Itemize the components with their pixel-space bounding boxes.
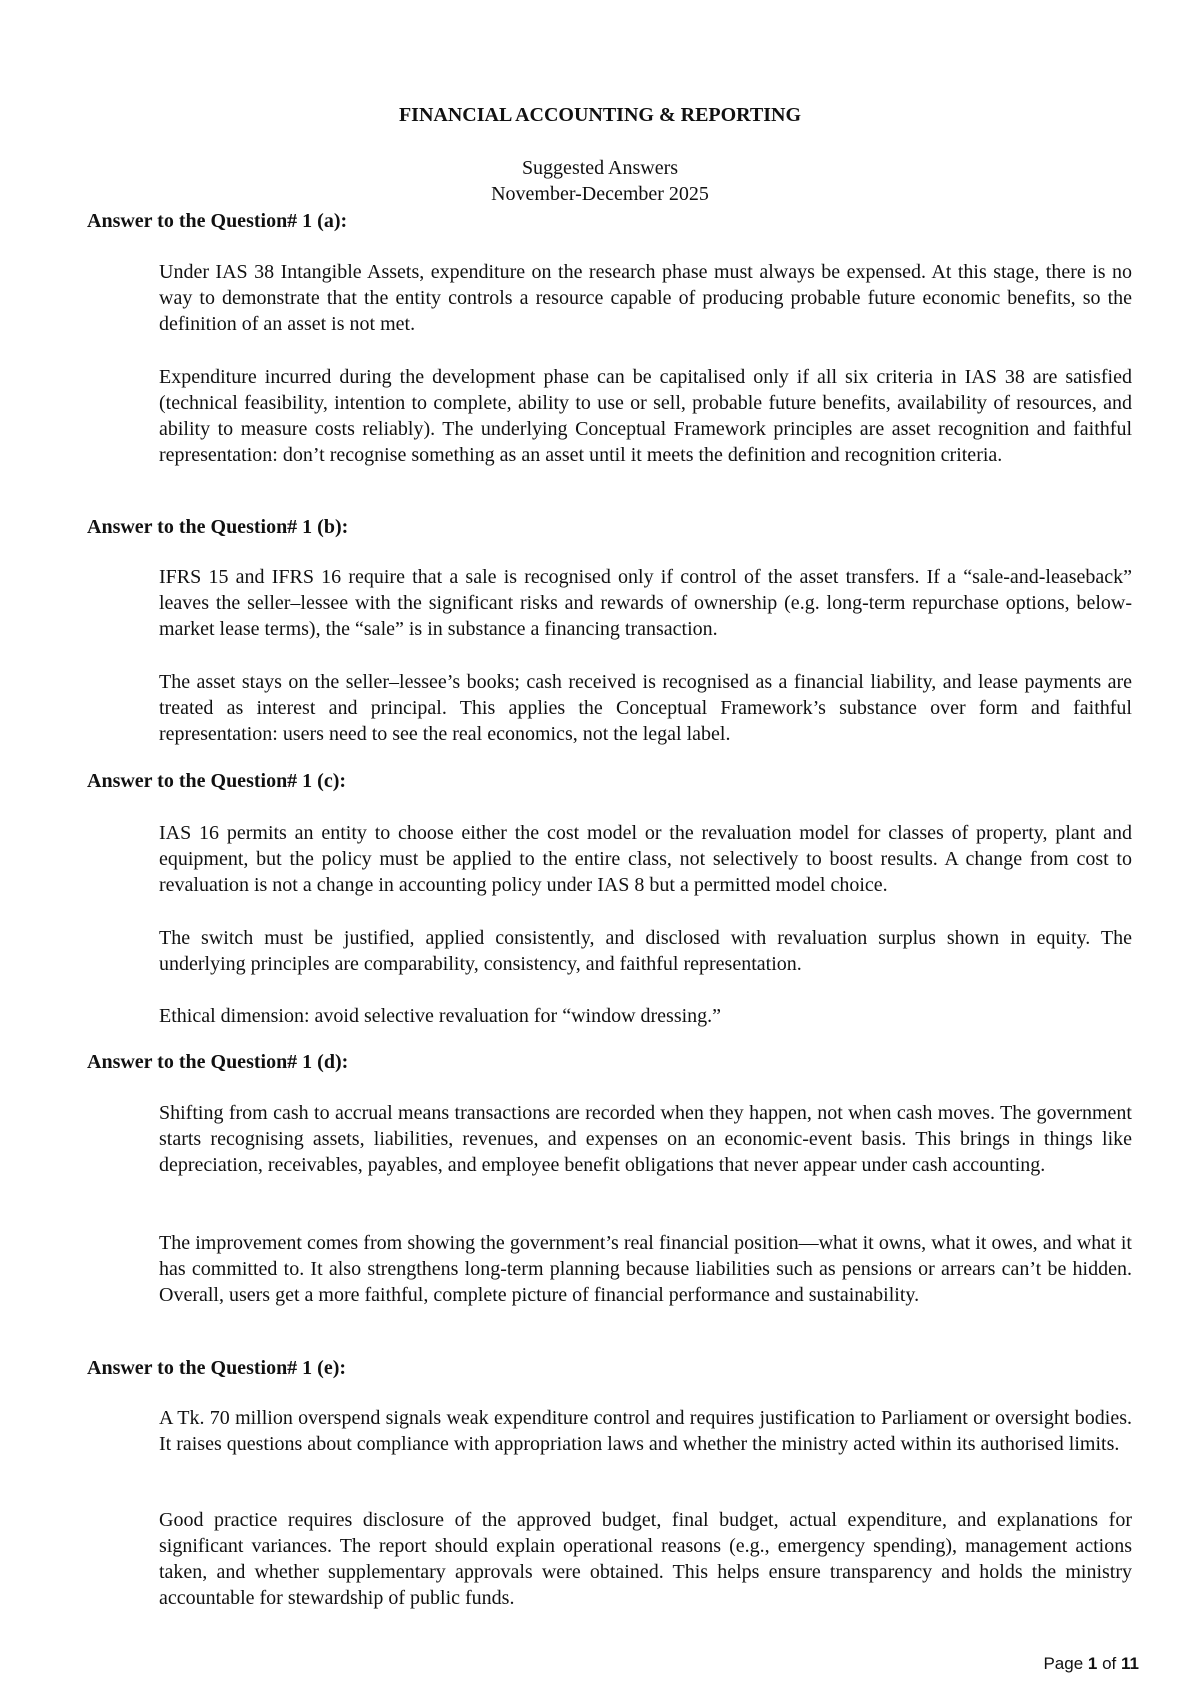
paragraph: IFRS 15 and IFRS 16 require that a sale is recognised only if control of the asset transfers. If a “sale-and-leaseback” leaves the seller–lessee with the significant risks and rewards of ownership (e.g. long-term repurchase options, below-market lease terms), the “sale” is in substance a financing transaction. <box>159 566 1132 640</box>
paragraph: The improvement comes from showing the government’s real financial position—what it owns, what it owes, and what it has committed to. It also strengthens long-term planning because liabilities such as pensions or arrears can’t be hidden. Overall, users get a more faithful, complete picture of financial performance and sustainability. <box>159 1232 1132 1306</box>
document-date: November-December 2025 <box>491 183 709 205</box>
section-heading-1d: Answer to the Question# 1 (d): <box>87 1051 349 1073</box>
section-heading-1b: Answer to the Question# 1 (b): <box>87 516 349 538</box>
document-subtitle: Suggested Answers <box>521 157 679 179</box>
section-heading-1a: Answer to the Question# 1 (a): <box>87 210 348 232</box>
section-heading-1e: Answer to the Question# 1 (e): <box>87 1357 347 1379</box>
paragraph: The asset stays on the seller–lessee’s books; cash received is recognised as a financial liability, and lease payments are treated as interest and principal. This applies the Conceptual Framework’s substance over form and faithful representation: users need to see the real economics, not the legal label. <box>159 671 1132 745</box>
paragraph: The switch must be justified, applied consistently, and disclosed with revaluation surplus shown in equity. The underlying principles are comparability, consistency, and faithful representation. <box>159 927 1132 975</box>
page-footer <box>1043 1654 1139 1674</box>
section-heading-1c: Answer to the Question# 1 (c): <box>87 770 347 792</box>
paragraph: IAS 16 permits an entity to choose either the cost model or the revaluation model for classes of property, plant and equipment, but the policy must be applied to the entire class, not selectively to boost results. A change from cost to revaluation is not a change in accounting policy under IAS 8 but a permitted model choice. <box>159 822 1132 896</box>
paragraph: Expenditure incurred during the development phase can be capitalised only if all six criteria in IAS 38 are satisfied (technical feasibility, intention to complete, ability to use or sell, probable future benefits, availability of resources, and ability to measure costs reliably). The underlying Conceptual Framework principles are asset recognition and faithful representation: don’t recognise something as an asset until it meets the definition and recognition criteria. <box>159 366 1132 466</box>
page-label: Page <box>1043 1654 1084 1673</box>
total-pages: 11 <box>1121 1654 1139 1673</box>
of-label: of <box>1102 1654 1117 1673</box>
page-number: 1 <box>1087 1654 1098 1673</box>
paragraph: Shifting from cash to accrual means transactions are recorded when they happen, not when cash moves. The government starts recognising assets, liabilities, revenues, and expenses on an economic-event basis. This brings in things like depreciation, receivables, payables, and employee benefit obligations that never appear under cash accounting. <box>159 1102 1132 1176</box>
paragraph: Ethical dimension: avoid selective revaluation for “window dressing.” <box>159 1005 722 1027</box>
document-title: FINANCIAL ACCOUNTING & REPORTING <box>398 104 802 126</box>
paragraph: Good practice requires disclosure of the approved budget, final budget, actual expenditure, and explanations for significant variances. The report should explain operational reasons (e.g., emergency spending), management actions taken, and whether supplementary approvals were obtained. This helps ensure transparency and holds the ministry accountable for stewardship of public funds. <box>159 1509 1132 1609</box>
paragraph: A Tk. 70 million overspend signals weak expenditure control and requires justification to Parliament or oversight bodies. It raises questions about compliance with appropriation laws and whether the ministry acted within its authorised limits. <box>159 1407 1132 1455</box>
paragraph: Under IAS 38 Intangible Assets, expenditure on the research phase must always be expensed. At this stage, there is no way to demonstrate that the entity controls a resource capable of producing probable future economic benefits, so the definition of an asset is not met. <box>159 261 1132 335</box>
